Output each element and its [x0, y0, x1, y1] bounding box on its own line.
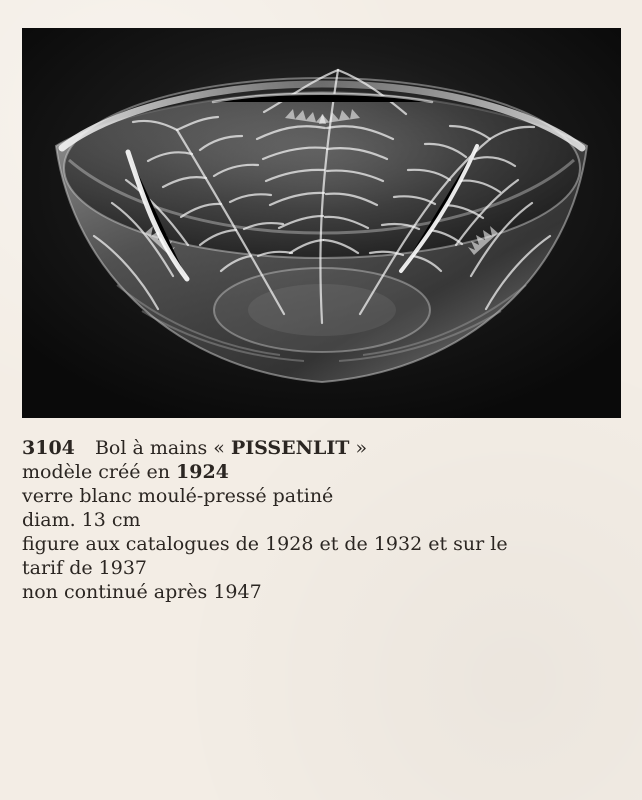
- material-line: verre blanc moulé-pressé patiné: [22, 485, 334, 507]
- bowl-photograph: [22, 28, 621, 418]
- title-open-quote: «: [213, 437, 225, 459]
- diameter-line: diam. 13 cm: [22, 509, 141, 531]
- catalog-number: 3104: [22, 437, 75, 459]
- discontinued-line: non continué après 1947: [22, 581, 262, 603]
- title-close-quote: »: [355, 437, 368, 459]
- title-name: PISSENLIT: [230, 437, 350, 459]
- catalog-caption: [22, 436, 622, 604]
- catalog-reference-text-1: figure aux catalogues de 1928 et de 1932 et sur le: [22, 533, 508, 555]
- catalog-reference-line-1: [22, 532, 622, 556]
- catalog-reference-line-2: tarif de 1937: [22, 557, 147, 579]
- creation-year: 1924: [176, 461, 229, 483]
- creation-prefix: modèle créé en: [22, 461, 170, 483]
- creation-year-line: [22, 460, 622, 484]
- title-prefix: Bol à mains: [94, 437, 208, 459]
- caption-title-line: [22, 436, 622, 460]
- product-photo: [22, 28, 621, 418]
